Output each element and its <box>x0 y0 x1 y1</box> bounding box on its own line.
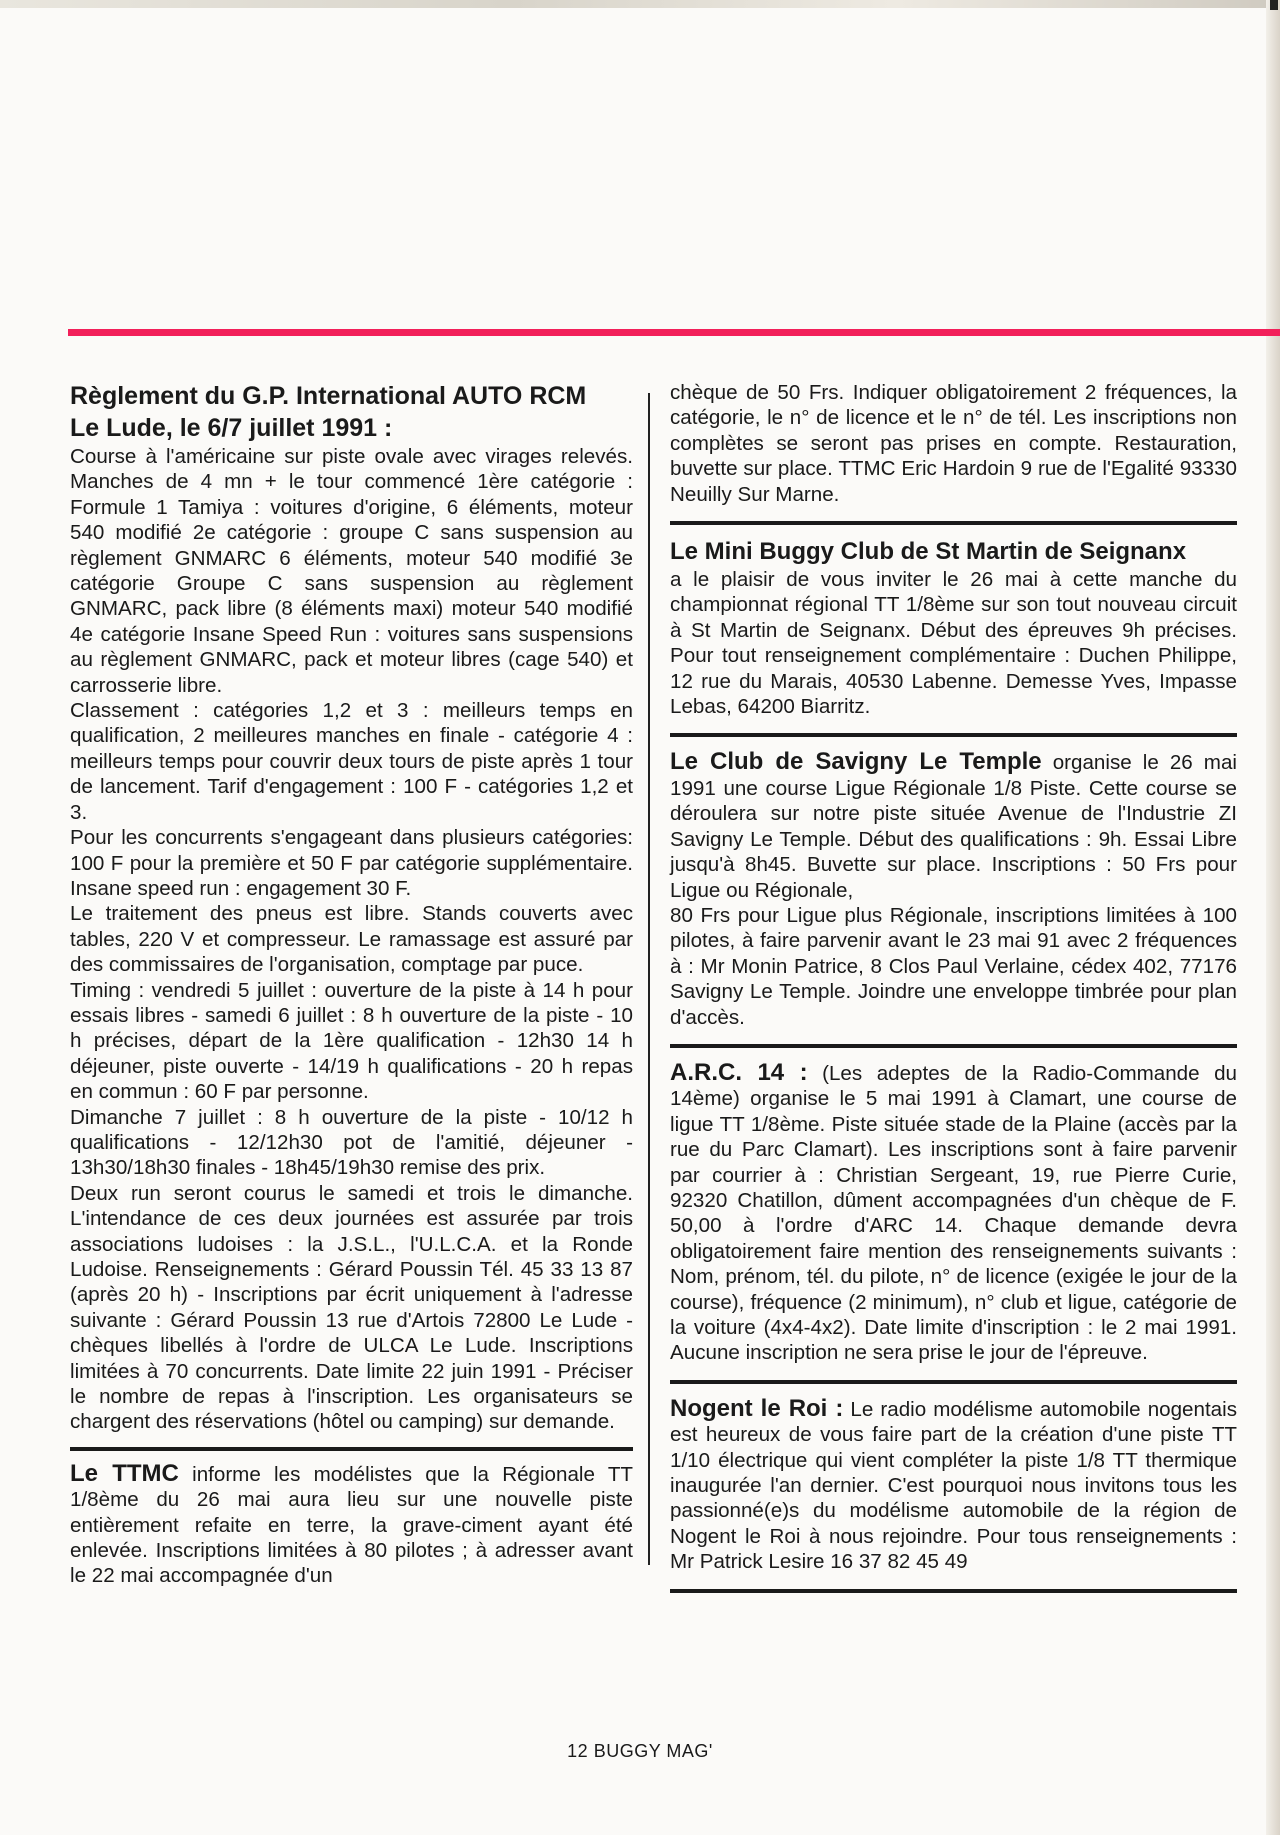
section-divider <box>670 733 1237 737</box>
right-column <box>670 380 1237 1605</box>
ttmc-article <box>70 1461 633 1589</box>
nogent-text: Le radio modélisme automobile nogentais est heureux de vous faire part de la création d'une piste TT 1/10 électrique qui vient compléter la piste 1/8 TT thermique inaugurée l'an dernier. C'est pourquoi nous invitons tous les passionné(e)s du modélisme automobile de la région de Nogent le Roi à nous rejoindre. Pour tous renseignements : Mr Patrick Lesire 16 37 82 45 49 <box>670 1397 1238 1574</box>
gp-title-line2: Le Lude, le 6/7 juillet 1991 : <box>70 414 393 442</box>
nogent-article <box>670 1396 1237 1575</box>
nogent-lead: Nogent le Roi : <box>670 1394 844 1422</box>
page-footer: 12 BUGGY MAG' <box>567 1741 713 1761</box>
gp-paragraph-3: Pour les concurrents s'engageant dans plusieurs catégories: 100 F pour la première et 50 F par catégorie supplémentaire. Insane speed run : engagement 30 F. <box>70 826 633 900</box>
column-divider <box>648 393 650 1565</box>
mini-buggy-title: Le Mini Buggy Club de St Martin de Seignanx <box>670 538 1187 566</box>
section-divider <box>670 521 1237 525</box>
section-divider <box>670 1044 1237 1048</box>
section-divider <box>670 1589 1237 1593</box>
savigny-text: organise le 26 mai 1991 une course Ligue Régionale 1/8 Piste. Cette course se déroulera sur notre piste située Avenue de l'Industrie ZI Savigny Le Temple. Début des qualifications : 9h. Essai Libre jusqu'à 8h45. Buvette sur place. Inscriptions : 50 Frs pour Ligue ou Régionale, <box>670 751 1237 902</box>
gp-title-line1: Règlement du G.P. International AUTO RCM <box>70 382 587 410</box>
scan-right-edge <box>1266 0 1280 1835</box>
mini-buggy-text: a le plaisir de vous inviter le 26 mai à cette manche du championnat régional TT 1/8ème sur son tout nouveau circuit à St Martin de Seignanx. Début des épreuves 9h précises. Pour tout renseignement complémentaire : Duchen Philippe, 12 rue du Marais, 40530 Labenne. Demesse Yves, Impasse Lebas, 64200 Biarritz. <box>670 568 1237 719</box>
section-top-rule <box>68 329 1280 336</box>
savigny-lead: Le Club de Savigny Le Temple <box>670 748 1042 776</box>
arc-text: (Les adeptes de la Radio-Commande du 14ème) organise le 5 mai 1991 à Clamart, une course de ligue TT 1/8ème. Piste située stade de la Plaine (accès par la rue du Parc Clamart). Les inscriptions sont à faire parvenir par courrier à : Christian Sergeant, 19, rue Pierre Curie, 92320 Chatillon, dûment accompagnées d'un chèque de F. 50,00 à l'ordre d'ARC 14. Chaque demande devra obligatoirement faire mention des renseignements suivants : Nom, prénom, tél. du pilote, n° de licence (exigée le jour de la course), fréquence (2 minimum), n° club et ligue, catégorie de la voiture (4x4-4x2). Date limite d'inscription : le 2 mai 1991. Aucune inscription ne sera prise le jour de l'épreuve. <box>670 1061 1237 1365</box>
section-divider <box>670 1380 1237 1384</box>
savigny-article <box>670 749 1237 902</box>
gp-paragraph-6: Dimanche 7 juillet : 8 h ouverture de la piste - 10/12 h qualifications - 12/12h30 pot de l'amitié, déjeuner - 13h30/18h30 finales - 18h45/19h30 remise des prix. <box>70 1105 633 1180</box>
gp-paragraph-1: Course à l'américaine sur piste ovale avec virages relevés. Manches de 4 mn + le tour commencé 1ère catégorie : Formule 1 Tamiya : voitures d'origine, 6 éléments, moteur 540 modifié 2e catégorie : groupe C sans suspension au règlement GNMARC 6 éléments, moteur 540 modifié 3e catégorie Groupe C sans suspension au règlement GNMARC, pack libre (8 éléments maxi) moteur 540 modifié 4e catégorie Insane Speed Run : voitures sans suspensions au règlement GNMARC, pack et moteur libres (cage 540) et carrosserie libre. <box>70 445 633 697</box>
gp-paragraph-7: Deux run seront courus le samedi et trois le dimanche. L'intendance de ces deux journées est assurée par trois associations ludoises : la J.S.L., l'U.L.C.A. et la Ronde Ludoise. Renseignements : Gérard Poussin Tél. 45 33 13 87 (après 20 h) - Inscriptions par écrit uniquement à l'adresse suivante : Gérard Poussin 13 rue d'Artois 72800 Le Lude - chèques libellés à l'ordre de ULCA Le Lude. Inscriptions limitées à 70 concurrents. Date limite 22 juin 1991 - Préciser le nombre de repas à l'inscription. Les organisateurs se chargent des réservations (hôtel ou camping) sur demande. <box>70 1181 633 1434</box>
arc-lead: A.R.C. 14 : <box>670 1058 808 1086</box>
arc-article <box>670 1060 1237 1366</box>
ttmc-continued: chèque de 50 Frs. Indiquer obligatoirement 2 fréquences, la catégorie, le n° de licence et le n° de tél. Les inscriptions non complètes se seront pas prises en compte. Restauration, buvette sur place. TTMC Eric Hardoin 9 rue de l'Egalité 93330 Neuilly Sur Marne. <box>670 381 1237 506</box>
ttmc-text: informe les modélistes que la Régionale TT 1/8ème du 26 mai aura lieu sur une nouvelle piste entièrement refaite en terre, la grave-ciment ayant été enlevée. Inscriptions limitées à 80 pilotes ; à adresser avant le 22 mai accompagnée d'un <box>70 1462 633 1588</box>
savigny-text-2: 80 Frs pour Ligue plus Régionale, inscriptions limitées à 100 pilotes, à faire parvenir avant le 23 mai 91 avec 2 fréquences à : Mr Monin Patrice, 8 Clos Paul Verlaine, cédex 402, 77176 Savigny Le Temple. Joindre une enveloppe timbrée pour plan d'accès. <box>670 903 1237 1029</box>
gp-paragraph-5: Timing : vendredi 5 juillet : ouverture de la piste à 14 h pour essais libres - samedi 6 juillet : 8 h ouverture de la piste - 10 h précises, départ de la 1ère qualification - 12h30 14 h déjeuner, piste ouverte - 14/19 h qualifications - 20 h repas en commun : 60 F par personne. <box>70 978 633 1104</box>
scan-edge-mark <box>1270 0 1278 10</box>
section-divider <box>70 1447 633 1451</box>
left-column <box>70 380 633 1589</box>
gp-paragraph-2: Classement : catégories 1,2 et 3 : meilleurs temps en qualification, 2 meilleures manches en finale - catégorie 4 : meilleurs temps pour couvrir deux tours de piste après 1 tour de lancement. Tarif d'engagement : 100 F - catégories 1,2 et 3. <box>70 699 633 824</box>
ttmc-lead: Le TTMC <box>70 1459 179 1487</box>
gp-paragraph-4: Le traitement des pneus est libre. Stands couverts avec tables, 220 V et compresseur. Le ramassage est assuré par des commissaires de l'organisation, comptage par puce. <box>70 902 633 977</box>
scan-top-edge <box>0 0 1280 8</box>
